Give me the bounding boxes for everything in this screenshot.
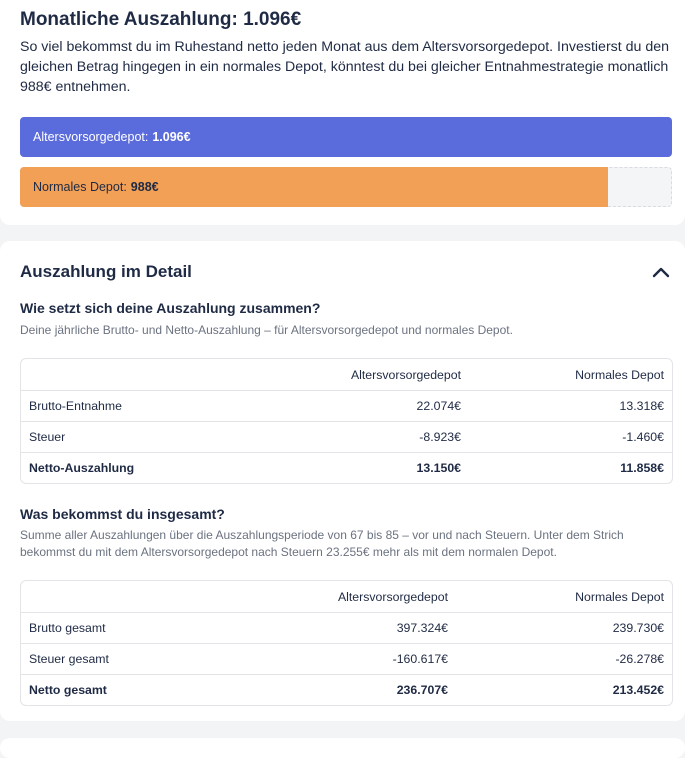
row-label: Netto-Auszahlung [21,452,229,483]
cell-altersvorsorgedepot: -160.617€ [216,643,456,674]
table-header-row [21,581,672,612]
cell-normales-depot: 11.858€ [469,452,672,483]
column-header: Altersvorsorgedepot [337,589,448,604]
row-label: Steuer gesamt [21,643,216,674]
cell-altersvorsorgedepot: 236.707€ [216,674,456,705]
table-row [21,612,672,643]
row-label: Brutto gesamt [21,612,216,643]
table-row [21,452,672,483]
cell-altersvorsorgedepot: -8.923€ [229,421,469,452]
row-label: Netto gesamt [21,674,216,705]
table-row [21,421,672,452]
table-row [21,674,672,705]
column-header: Normales Depot [575,367,664,382]
cell-altersvorsorgedepot: 397.324€ [216,612,456,643]
total-description: Summe aller Auszahlungen über die Auszahlungsperiode von 67 bis 85 – vor und nach Steuern. Unter dem Strich bekommst du mit dem Altersvorsorgedepot nach Steuern 23.255€ mehr als mit dem normalen Depot. [20,528,624,559]
cell-normales-depot: 239.730€ [456,612,672,643]
payout-description: So viel bekommst du im Ruhestand netto jeden Monat aus dem Altersvorsorgedepot. Investierst du den gleichen Betrag hingegen in ein normales Depot, könntest du bei gleicher Entnahmestrategie monatlich 988€ entnehmen. [20,39,670,95]
total-table [20,580,673,706]
composition-title: Wie setzt sich deine Auszahlung zusammen? [20,300,321,316]
column-header: Altersvorsorgedepot [350,367,461,382]
table-row [21,643,672,674]
next-card [0,738,685,758]
column-header [21,359,229,390]
total-title: Was bekommst du insgesamt? [20,506,225,522]
cell-normales-depot: -26.278€ [456,643,672,674]
row-label: Steuer [21,421,229,452]
bar-label: Normales Depot: [33,180,127,194]
bar-normales-depot [20,167,608,207]
detail-heading: Auszahlung im Detail [20,262,192,281]
bar-value: 1.096€ [152,130,191,144]
cell-altersvorsorgedepot: 13.150€ [229,452,469,483]
chevron-up-icon[interactable] [652,265,670,279]
table-header-row [21,359,672,390]
column-header: Normales Depot [575,589,664,604]
bar-value: 988€ [130,180,159,194]
composition-description: Deine jährliche Brutto- und Netto-Auszahlung – für Altersvorsorgedepot und normales Depot. [20,323,513,337]
page-title: Monatliche Auszahlung: 1.096€ [20,9,302,30]
bar-label: Altersvorsorgedepot: [33,130,149,144]
cell-normales-depot: -1.460€ [469,421,672,452]
cell-normales-depot: 213.452€ [456,674,672,705]
composition-table [20,358,673,484]
cell-normales-depot: 13.318€ [469,390,672,421]
cell-altersvorsorgedepot: 22.074€ [229,390,469,421]
column-header [21,581,216,612]
table-row [21,390,672,421]
bar-altersvorsorgedepot [20,117,672,157]
row-label: Brutto-Entnahme [21,390,229,421]
